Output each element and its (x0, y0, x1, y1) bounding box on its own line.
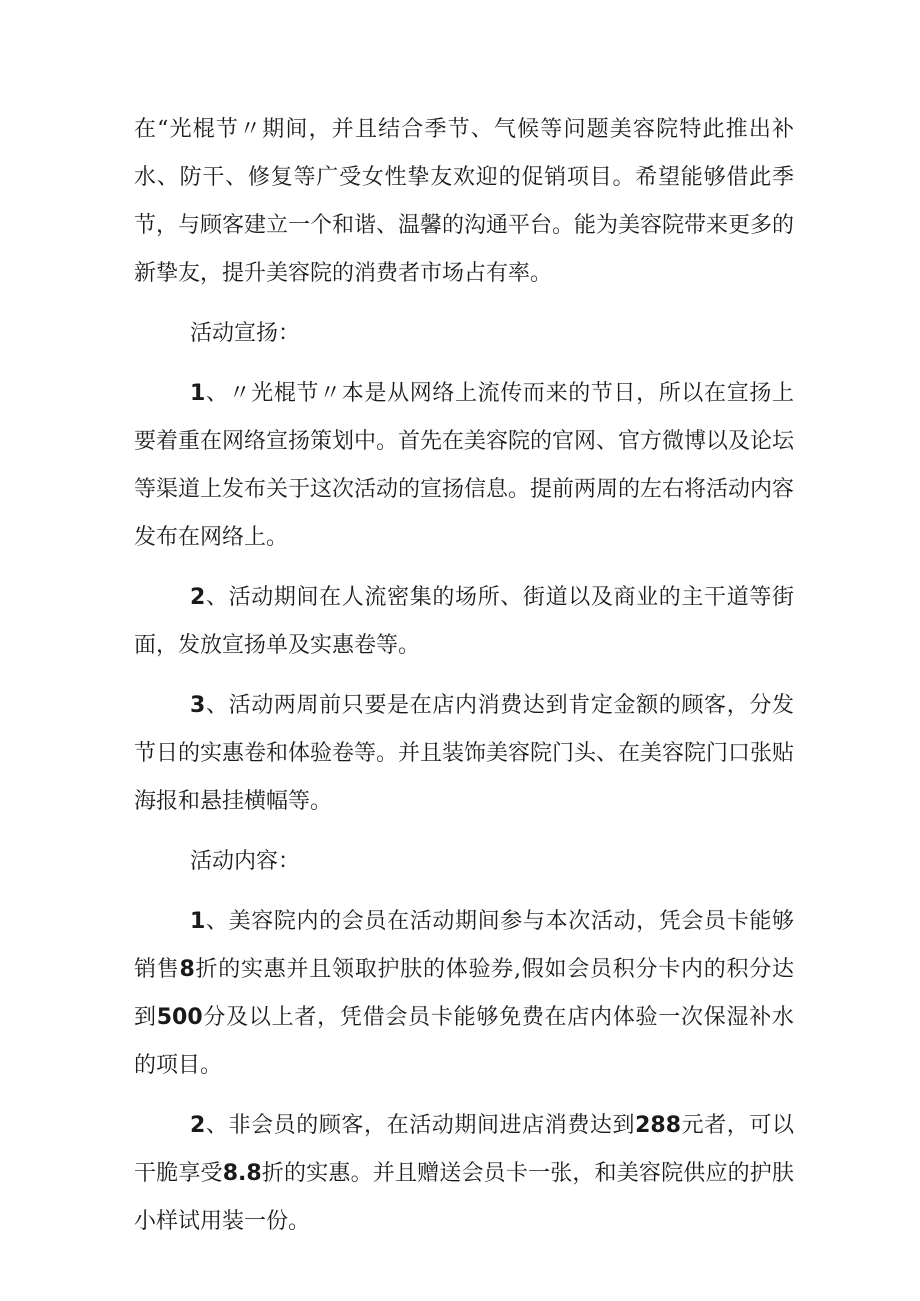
document-body (134, 106, 794, 1258)
item-number: 3 (190, 693, 206, 718)
discount-value: 8 (179, 957, 195, 982)
item-text: 、非会员的顾客，在活动期间进店消费达到 (205, 1113, 636, 1138)
discount-value: 8.8 (222, 1161, 262, 1186)
item-text: 、活动期间在人流密集的场所、街道以及商业的主干道等街面，发放宣扬单及实惠卷等。 (134, 585, 794, 658)
promotion-item-3 (134, 682, 794, 826)
amount-value: 288 (635, 1113, 682, 1138)
item-number: 2 (190, 1113, 206, 1138)
item-number: 1 (190, 909, 206, 934)
section-heading-promotion: 活动宣扬： (190, 321, 301, 346)
item-number: 1 (190, 381, 206, 406)
section-heading-content: 活动内容： (190, 849, 301, 874)
item-text: 、美容院内的会员在活动期间参与本次活动，凭会员卡能够销售 (134, 909, 794, 982)
content-item-2 (134, 1102, 794, 1246)
item-text: 折的实惠并且领取护肤的体验券,假如会员积分卡内的积分达到 (134, 957, 794, 1030)
points-value: 500 (156, 1005, 203, 1030)
intro-paragraph: 在“光棍节〃期间，并且结合季节、气候等问题美容院特此推出补水、防干、修复等广受女性挚友欢迎的促销项目。希望能够借此季节，与顾客建立一个和谐、温馨的沟通平台。能为美容院带来更多的新挚友，提升美容院的消费者市场占有率。 (134, 117, 795, 286)
item-text: 折的实惠。并且赠送会员卡一张，和美容院供应的护肤小样试用装一份。 (134, 1161, 794, 1234)
promotion-item-1 (134, 370, 794, 562)
item-text: 分及以上者，凭借会员卡能够免费在店内体验一次保湿补水的项目。 (134, 1005, 794, 1078)
content-item-1 (134, 898, 794, 1090)
item-text: 、〃光棍节〃本是从网络上流传而来的节日，所以在宣扬上要着重在网络宣扬策划中。首先在美容院的官网、官方微博以及论坛等渠道上发布关于这次活动的宣扬信息。提前两周的左右将活动内容发布在网络上。 (134, 381, 795, 550)
promotion-item-2 (134, 574, 794, 670)
item-number: 2 (190, 585, 206, 610)
item-text: 元者，可以干脆享受 (134, 1113, 794, 1186)
item-text: 、活动两周前只要是在店内消费达到肯定金额的顾客，分发节日的实惠卷和体验卷等。并且装饰美容院门头、在美容院门口张贴海报和悬挂横幅等。 (134, 693, 795, 814)
